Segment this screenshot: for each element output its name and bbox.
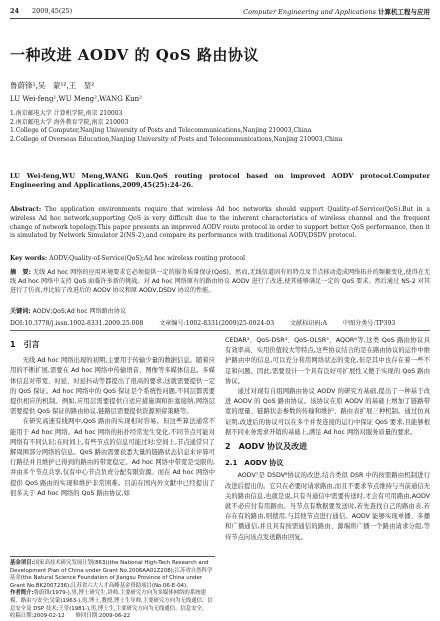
left-column bbox=[10, 336, 215, 499]
fund-note bbox=[10, 560, 215, 590]
fund-text: 国家高技术研究发展计划(863)(the National High-Tech Research and Development Plan of China under Grant No.2006AA01Z208);江苏省自然科学基金(the Natural Science Foundation of Jiangsu Province of China under Grant No.BK2007236);江苏省六大人才高峰基金资助项目(No.06-E-04)。 bbox=[10, 560, 213, 589]
citation-en: LU Wei-feng,WU Meng,WANG Kun.QoS routing protocol based on improved AODV protocol.Computer Engineering and Applications,2009,45(25):24-26. bbox=[10, 172, 430, 189]
abstract-cn-text: 无线 Ad hoc 网络的应用环境要求它必须提供一定的服务质量保证(QoS)。然而,无线信道固有的特点及节点移动造成网络拓扑的频繁变化,使得在无线 Ad hoc 网络中支持 QoS 面临许多新的挑战。对 Ad hoc 网络原有的路由协议 AODV 进行了改进,使其能够满足一定的 QoS 要求。然后通过 NS-2 对其进行了仿真,并比较了改进后的 AODV 协议和原 AODV,DSDV 协议的性能。 bbox=[10, 269, 431, 294]
running-header bbox=[10, 6, 430, 19]
section-heading-intro: 1 引言 bbox=[10, 340, 40, 349]
intro-paragraph-1: 无线 Ad hoc 网络出现的初期,主要用于传输少量的数据信息。随着应用的不断扩展,需要在 Ad hoc 网络中传输语音、图像等多媒体信息。多媒体信息对带宽、时延、时延抖动等都提出了很高的要求,这就需要提供一定的 QoS 保证。Ad hoc 网络中的 QoS 保证是个系统性问题,不同层都需要提供相应的机制。例如,应用层需要提供自适应措施调和拒塞接纳,网络层需要提供 QoS 保证的路由协议,链路层需要提供资源预留策略等。 bbox=[10, 357, 215, 416]
document-code: 文献标识码:A bbox=[290, 320, 327, 327]
abstract-en bbox=[10, 206, 430, 241]
keywords-cn-label: 关键词: bbox=[10, 308, 31, 315]
intro-paragraph-2: 在研究高速有线网中,QoS 路由的实现相对容易。但这些算法通常不能用于 Ad hoc 网络。Ad hoc 网络的拓扑经常发生变化,不同节点可能对网络有不同认识;在时间上,有些节点的信息可能过时;空间上,节点通常只了解周围部分网络的信息。QoS 路由需要获悉大量的链路状态信息来评算可行路径并且维护已得到的路由的带宽稳定。Ad hoc 网络中带宽是受限的,并由多个节点共享,仅有中心节点负责分配有限资源。而在 Ad hoc 网络中提供 QoS 路由的实现和维护非常困难。目前在国内外文献中已经提出了很多关于 Ad hoc 网络的 QoS 路由协议,如 bbox=[10, 418, 215, 497]
clc-number: 中图分类号:TP393 bbox=[342, 320, 396, 327]
volume-info: 2009,45(25) bbox=[32, 7, 73, 15]
keywords-en-label: Key words: bbox=[10, 255, 48, 262]
article-number: 文章编号:1002-8331(2009)25-0024-03 bbox=[159, 320, 275, 327]
journal-name-cn: 计算机工程与应用 bbox=[378, 8, 430, 16]
journal-name bbox=[243, 7, 430, 16]
authors-en: LU Wei-feng¹,WU Meng²,WANG Kun² bbox=[10, 95, 142, 103]
affiliations bbox=[10, 110, 342, 144]
affiliation-1-en: 1.College of Computer,Nanjing University of Posts and Telecommunications,Nanjing 210003,China bbox=[10, 127, 312, 135]
keywords-cn-text: AODV;QoS;Ad hoc 网络路由协议 bbox=[32, 308, 127, 315]
affiliation-2-en: 2.College of Overseas Education,Nanjing University of Posts and Telecommunications,Nanjing 210003,China bbox=[10, 135, 343, 143]
keywords-cn bbox=[10, 306, 430, 315]
keywords-en bbox=[10, 255, 430, 264]
subsection-heading-aodv: 2.1 AODV 协议 bbox=[225, 459, 284, 468]
footnotes bbox=[10, 556, 215, 621]
doi: DOI:10.3778/j.issn.1002-8331.2009.25.008 bbox=[10, 320, 144, 327]
affiliation-2-cn: 2.南京邮电大学 海外教育学院,南京 210003 bbox=[10, 118, 129, 126]
intro-paragraph-3: CEDAR³、QoS-DSR⁴、QoS-OLSR⁵、AQOR⁶等,这类 QoS 路由协议具有效率高、实用价值较大等特点,这些协议结合的是在路由协议的运作中维护路由中的信息,可以充分利用网络状态的变化,但是其中也存在着一些不足和问题。因此,需要设计一个具有良好可扩展性又便于实现的 QoS 路由协议。 bbox=[225, 337, 430, 385]
paper-title: 一种改进 AODV 的 QoS 路由协议 bbox=[10, 46, 259, 64]
aodv-paragraph: AODV⁷是 DSDV⁸协议的改进,结合类似 DSR 中的按需路由机制进行改进后提出的。它只在必要时请求路由,而且不要求节点维持与当前通信无关的路由信息,也就是说,只有当通信中需要传送时,才会有可用路由,AODV 就不必应付有用路由。当节点有数据要发送时,若先查找自己的路由表,若存在有的路由,则使用,与其他节点进行通信。AODV 能够实现单播、多播和广播通信,并且具有按需通信的路由、源端将广播一个路由请求分组,等待节点向该点发送路由回复。 bbox=[225, 472, 430, 541]
intro-paragraph-4: 通过对现有自组网路由协议 AODV 的研究方基础,提出了一种基于改进 AODV 的 QoS 路由协议。该协议在原 AODV 的基础上增加了链路带宽的度量、链路状态参数的传输和维护、路由表扩展三种机制。通过仿真证明,改进后的协议可以在多个并发连接的运行中保证 QoS 要求,且能够根据不同业务需求开销的基础上,满足 Ad hoc 网络对服务质量的要求。 bbox=[225, 388, 430, 436]
abstract-cn bbox=[10, 268, 430, 295]
article-meta bbox=[10, 318, 430, 331]
abstract-en-text: The application environments require that wireless Ad hoc networks should support Quality-of-Service(QoS).But in a wireless Ad hoc network,supporting QoS is very difficult due to the inherent characteristics of wireless channel and the frequent change of network topology.This paper presents an improved AODV route protocol in order to support better QoS performance, then it is simulated by Network Simulator 2(NS-2),and compare its performance with traditional AODV,DSDV protocol. bbox=[10, 206, 431, 240]
journal-name-en: Computer Engineering and Applications bbox=[243, 8, 376, 16]
right-column bbox=[225, 336, 430, 543]
author-label: 作者简介: bbox=[10, 590, 34, 597]
author-text: 鲁蔚锋(1979-),男,博士研究生,讲师,主要研究方向为多媒体网络的系统建模、路由与安全;吴蒙(1963-),男,博士,教授,博士生导师,主要研究方向为无线通信、信息安全及 DSP 技术;王堃(1981-),男,博士生,主要研究方向为无线通信、信息安全。 bbox=[10, 590, 213, 612]
keywords-en-text: AODV;Quality-of-Service(QoS);Ad hoc wireless routing protocol bbox=[49, 255, 245, 262]
authors-cn: 鲁蔚锋¹,吴 蒙¹²,王 堃² bbox=[10, 81, 95, 90]
abstract-cn-label: 摘 要: bbox=[10, 269, 31, 276]
author-note bbox=[10, 590, 215, 613]
abstract-en-label: Abstract: bbox=[10, 206, 42, 213]
affiliation-1-cn: 1.南京邮电大学 计算机学院,南京 210003 bbox=[10, 110, 123, 117]
section-heading-aodv: 2 AODV 协议及改进 bbox=[225, 442, 308, 452]
page-number: 24 bbox=[10, 7, 20, 15]
fund-label: 基金项目: bbox=[10, 560, 34, 566]
received-date: 收稿日期:2009-02-12 bbox=[10, 613, 65, 620]
revised-date: 修回日期:2009-06-22 bbox=[75, 613, 131, 620]
